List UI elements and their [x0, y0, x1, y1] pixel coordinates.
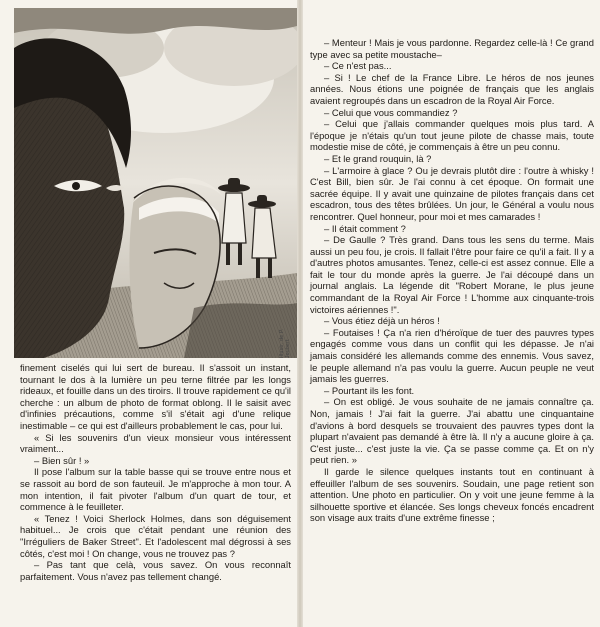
illustration-credit: Illustr. de P. Joubert: [279, 328, 291, 358]
right-page: [302, 0, 600, 627]
comic-illustration: [14, 8, 297, 358]
illustration-drawing: [14, 8, 297, 358]
paragraph: Il garde le silence quelques instants tout en continuant à effeuiller l'album de ses souvenirs. Soudain, une page retient son attention. Une photo en particulier. On y voit une jeune femme à la silhouette sportive et élancée. Ses longs cheveux foncés encadrent son visage aux traits d'une extrême finesse ;: [310, 465, 594, 524]
paragraph: « Si les souvenirs d'un vieux monsieur vous intéressent vraiment...: [20, 431, 291, 455]
paragraph: – Et le grand rouquin, là ?: [324, 152, 432, 164]
left-page-text: [20, 362, 291, 582]
paragraph: – Celui que vous commandiez ?: [324, 106, 458, 118]
paragraph: – Bien sûr ! »: [34, 454, 90, 466]
paragraph: – Pas tant que celà, vous savez. On vous reconnaît parfaitement. Vous n'avez pas tellement changé.: [20, 559, 291, 582]
paragraph: – Il était comment ?: [324, 222, 406, 234]
paragraph: – Ce n'est pas...: [324, 60, 392, 72]
right-page-text: [310, 37, 594, 524]
paragraph: – De Gaulle ? Très grand. Dans tous les sens du terme. Mais aussi un peu fou, je crois. Il fallait l'être pour faire ce qu'il a fait. Il y a d'autres photos amusantes. Tenez, celle-ci est assez connue. Elle a fait le tour du monde après la guerre. Je l'ai découpé dans un journal anglais. La légende dit "Robert Morane, le plus jeune commandant de la Royal Air Force ! L'homme aux cinquante-trois victoires aériennes !".: [310, 234, 594, 315]
paragraph: – Foutaises ! Ça n'a rien d'héroïque de tuer des pauvres types engagés comme vous dans un conflit qui les dépasse. Je n'ai jamais considéré les allemands comme des ennemis. Vous savez, le peuple allemand n'a pas voulu la guerre. Aucun peuple ne veut jamais les guerres.: [310, 326, 594, 385]
paragraph: – Pourtant ils les font.: [324, 384, 415, 396]
paragraph: – On est obligé. Je vous souhaite de ne jamais connaître ça. Non, jamais ! J'ai fait la guerre. J'ai abattu une cinquantaine d'avions à bord desquels se trouvaient des pauvres types dont la plupart n'avaient pas demandé à être là. Il n'y a aucune gloire à ça. C'est juste... c'est juste la vie. Ça se passe comme ça. Et on n'y peut rien. »: [310, 396, 594, 466]
paragraph: – Menteur ! Mais je vous pardonne. Regardez celle-là ! Ce grand type avec sa petite moustache–: [310, 37, 594, 60]
paragraph: – Vous étiez déjà un héros !: [324, 315, 440, 327]
paragraph: finement ciselés qui lui sert de bureau. Il s'assoit un instant, tournant le dos à la lumière un peu terne filtrée par les longs rideaux, et fouille dans un des tiroirs. Il trouve rapidement ce qu'il cherche : un album de photo de format oblong. Il le saisit avec d'infinies précautions, comme s'il s'était agi d'une relique inestimable – ce qui est d'ailleurs probablement le cas, pour lui.: [20, 362, 291, 431]
left-page: [0, 0, 298, 627]
paragraph: – Si ! Le chef de la France Libre. Le héros de nos jeunes années. Nous étions une poignée de français que les anglais avaient regroupés dans un escadron de la Royal Air Force.: [310, 71, 594, 106]
paragraph: « Tenez ! Voici Sherlock Holmes, dans son déguisement habituel... Je crois que c'était pendant une réunion des "Irréguliers de Baker Street". Et l'adolescent mal dégrossi à ses côtés, c'est moi ! On change, vous ne trouvez pas ?: [20, 512, 291, 559]
paragraph: – Celui que j'allais commander quelques mois plus tard. A l'époque je n'étais qu'un tout jeune pilote de chasse mais, toute modestie mise de côté, je commençais à être un peu connu.: [310, 118, 594, 153]
paragraph: Il pose l'album sur la table basse qui se trouve entre nous et se rassoit au bord de son fauteuil. Je m'approche à mon tour. A mon intention, il fait pivoter l'album d'un quart de tour, et commence à le feuilleter.: [20, 466, 291, 513]
paragraph: – L'armoire à glace ? Ou je devrais plutôt dire : l'outre à whisky ! C'est Bill, bien sûr. Je l'ai connu à cet époque. On formait une sacrée équipe. Il y avait une quinzaine de pilotes français dans cet escadron, tous des têtes brûlées. Un jour, le Général a voulu nous rencontrer. Quel honneur, pour moi et mes camarades !: [310, 164, 594, 222]
